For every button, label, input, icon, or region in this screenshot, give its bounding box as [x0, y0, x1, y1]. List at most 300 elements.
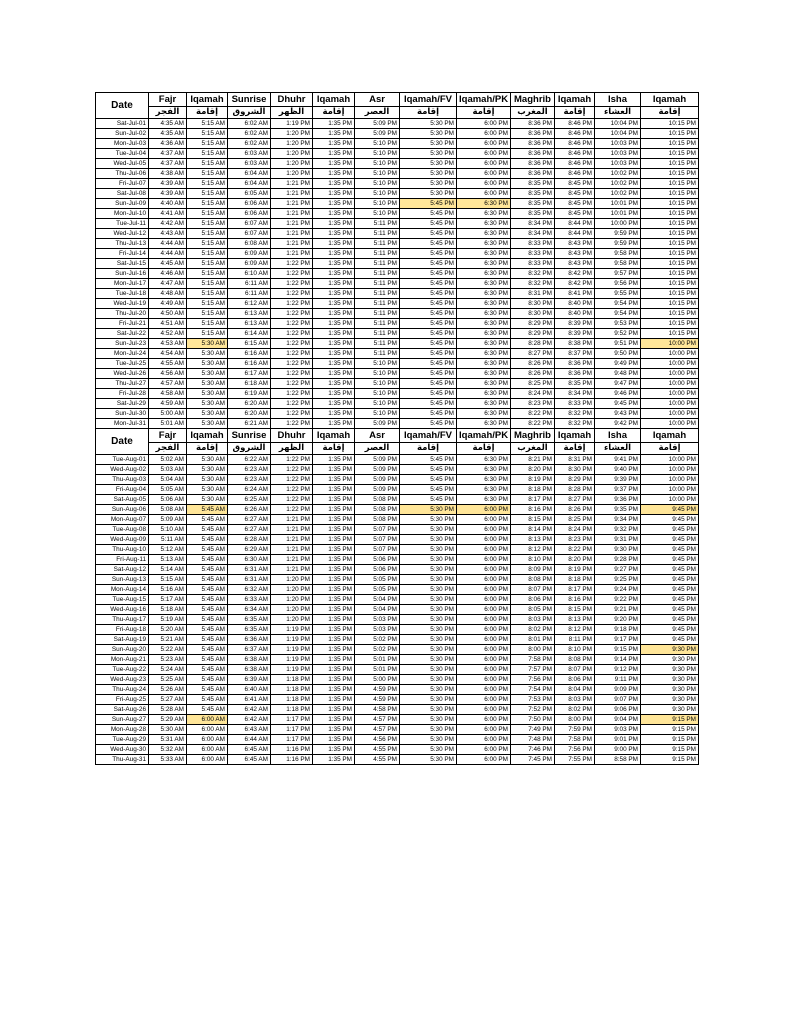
time-cell: 9:15 PM — [595, 645, 641, 655]
time-cell: 6:30 PM — [457, 455, 511, 465]
column-header-arabic: العصر — [355, 443, 400, 455]
time-cell: 10:15 PM — [641, 309, 699, 319]
time-cell: 9:45 PM — [641, 525, 699, 535]
time-cell: 9:45 PM — [641, 585, 699, 595]
time-cell: 6:28 AM — [228, 535, 271, 545]
time-cell: 5:30 PM — [400, 545, 457, 555]
time-cell: 8:30 PM — [555, 465, 595, 475]
time-cell: 6:20 AM — [228, 399, 271, 409]
time-cell: 6:23 AM — [228, 475, 271, 485]
date-cell: Sat-Aug-05 — [96, 495, 149, 505]
time-cell: 1:22 PM — [271, 269, 313, 279]
time-cell: 4:55 AM — [149, 359, 187, 369]
table-row — [96, 665, 699, 675]
time-cell: 1:35 PM — [313, 299, 355, 309]
time-cell: 5:15 AM — [187, 129, 228, 139]
time-cell: 5:45 PM — [400, 249, 457, 259]
time-cell: 1:22 PM — [271, 369, 313, 379]
table-row — [96, 359, 699, 369]
time-cell: 6:30 PM — [457, 289, 511, 299]
time-cell: 8:19 PM — [555, 565, 595, 575]
time-cell: 9:41 PM — [595, 455, 641, 465]
time-cell: 8:14 PM — [511, 525, 555, 535]
time-cell: 4:48 AM — [149, 289, 187, 299]
table-row — [96, 575, 699, 585]
time-cell: 9:49 PM — [595, 359, 641, 369]
time-cell: 8:44 PM — [555, 219, 595, 229]
time-cell: 5:30 AM — [187, 399, 228, 409]
date-cell: Sat-Aug-19 — [96, 635, 149, 645]
time-cell: 5:30 PM — [400, 675, 457, 685]
time-cell: 1:35 PM — [313, 149, 355, 159]
table-row — [96, 389, 699, 399]
date-cell: Sun-Aug-27 — [96, 715, 149, 725]
table-row — [96, 179, 699, 189]
time-cell: 8:32 PM — [511, 269, 555, 279]
time-cell: 1:20 PM — [271, 129, 313, 139]
time-cell: 10:00 PM — [641, 485, 699, 495]
time-cell: 1:35 PM — [313, 219, 355, 229]
time-cell: 10:15 PM — [641, 159, 699, 169]
time-cell: 9:30 PM — [641, 655, 699, 665]
time-cell: 1:19 PM — [271, 645, 313, 655]
time-cell: 1:35 PM — [313, 309, 355, 319]
time-cell: 1:17 PM — [271, 725, 313, 735]
time-cell: 7:55 PM — [555, 755, 595, 765]
time-cell: 5:15 AM — [149, 575, 187, 585]
time-cell: 5:15 AM — [187, 209, 228, 219]
time-cell: 5:14 AM — [149, 565, 187, 575]
time-cell: 5:45 PM — [400, 229, 457, 239]
time-cell: 5:02 PM — [355, 645, 400, 655]
time-cell: 5:45 PM — [400, 279, 457, 289]
date-cell: Sun-Aug-13 — [96, 575, 149, 585]
column-header-arabic: إقامة — [457, 443, 511, 455]
time-cell: 6:32 AM — [228, 585, 271, 595]
time-cell: 6:00 AM — [187, 725, 228, 735]
time-cell: 8:11 PM — [555, 635, 595, 645]
time-cell: 8:39 PM — [555, 329, 595, 339]
date-cell: Mon-Jul-10 — [96, 209, 149, 219]
column-header: Iqamah — [555, 429, 595, 443]
time-cell: 1:35 PM — [313, 645, 355, 655]
time-cell: 6:45 AM — [228, 745, 271, 755]
time-cell: 8:46 PM — [555, 149, 595, 159]
time-cell: 5:30 PM — [400, 575, 457, 585]
time-cell: 5:15 AM — [187, 239, 228, 249]
column-header: Asr — [355, 93, 400, 107]
time-cell: 5:30 PM — [400, 129, 457, 139]
time-cell: 8:30 PM — [511, 299, 555, 309]
column-header: Fajr — [149, 93, 187, 107]
time-cell: 6:19 AM — [228, 389, 271, 399]
date-cell: Wed-Jul-12 — [96, 229, 149, 239]
table-row — [96, 329, 699, 339]
time-cell: 4:35 AM — [149, 129, 187, 139]
time-cell: 1:35 PM — [313, 505, 355, 515]
time-cell: 9:03 PM — [595, 725, 641, 735]
time-cell: 8:22 PM — [511, 419, 555, 429]
time-cell: 8:09 PM — [511, 565, 555, 575]
time-cell: 6:30 PM — [457, 239, 511, 249]
time-cell: 5:10 PM — [355, 389, 400, 399]
table-row — [96, 485, 699, 495]
time-cell: 6:00 PM — [457, 715, 511, 725]
time-cell: 10:15 PM — [641, 209, 699, 219]
time-cell: 5:09 PM — [355, 465, 400, 475]
time-cell: 1:22 PM — [271, 409, 313, 419]
time-cell: 1:16 PM — [271, 745, 313, 755]
time-cell: 5:16 AM — [149, 585, 187, 595]
table-row — [96, 159, 699, 169]
column-header-arabic: الفجر — [149, 443, 187, 455]
time-cell: 5:30 AM — [187, 465, 228, 475]
time-cell: 6:00 PM — [457, 189, 511, 199]
time-cell-highlighted: 9:45 PM — [641, 505, 699, 515]
date-cell: Sun-Aug-06 — [96, 505, 149, 515]
time-cell: 5:45 PM — [400, 455, 457, 465]
date-cell: Mon-Aug-28 — [96, 725, 149, 735]
time-cell: 8:35 PM — [511, 199, 555, 209]
time-cell: 5:15 AM — [187, 229, 228, 239]
table-row — [96, 645, 699, 655]
time-cell: 4:56 PM — [355, 735, 400, 745]
time-cell: 6:11 AM — [228, 289, 271, 299]
column-header-arabic: الشروق — [228, 107, 271, 119]
time-cell: 8:22 PM — [511, 409, 555, 419]
time-cell: 6:05 AM — [228, 189, 271, 199]
time-cell: 4:50 AM — [149, 309, 187, 319]
time-cell: 5:01 PM — [355, 665, 400, 675]
time-cell: 5:30 PM — [400, 735, 457, 745]
time-cell: 1:19 PM — [271, 665, 313, 675]
time-cell: 6:00 PM — [457, 685, 511, 695]
column-header: Iqamah — [555, 93, 595, 107]
time-cell: 5:01 PM — [355, 655, 400, 665]
column-header: Iqamah — [641, 429, 699, 443]
time-cell: 8:03 PM — [555, 695, 595, 705]
time-cell: 1:18 PM — [271, 675, 313, 685]
time-cell: 8:32 PM — [555, 409, 595, 419]
time-cell: 5:30 PM — [400, 535, 457, 545]
time-cell: 9:30 PM — [595, 545, 641, 555]
time-cell: 9:21 PM — [595, 605, 641, 615]
time-cell: 1:35 PM — [313, 279, 355, 289]
time-cell: 6:08 AM — [228, 239, 271, 249]
time-cell: 8:13 PM — [511, 535, 555, 545]
date-cell: Fri-Jul-07 — [96, 179, 149, 189]
date-cell: Sun-Jul-09 — [96, 199, 149, 209]
time-cell: 5:15 AM — [187, 149, 228, 159]
time-cell: 6:00 PM — [457, 139, 511, 149]
time-cell: 4:59 AM — [149, 399, 187, 409]
time-cell: 9:56 PM — [595, 279, 641, 289]
time-cell: 5:45 AM — [187, 605, 228, 615]
time-cell: 8:46 PM — [555, 139, 595, 149]
time-cell: 4:55 PM — [355, 745, 400, 755]
time-cell: 5:01 AM — [149, 419, 187, 429]
time-cell: 9:09 PM — [595, 685, 641, 695]
time-cell: 5:30 AM — [187, 475, 228, 485]
time-cell: 8:15 PM — [555, 605, 595, 615]
time-cell: 1:35 PM — [313, 515, 355, 525]
time-cell: 6:00 PM — [457, 119, 511, 129]
time-cell: 10:04 PM — [595, 129, 641, 139]
table-row — [96, 319, 699, 329]
time-cell: 9:43 PM — [595, 409, 641, 419]
date-cell: Tue-Jul-11 — [96, 219, 149, 229]
time-cell: 10:15 PM — [641, 319, 699, 329]
time-cell: 9:46 PM — [595, 389, 641, 399]
table-row — [96, 279, 699, 289]
time-cell: 9:45 PM — [641, 635, 699, 645]
table-row — [96, 455, 699, 465]
time-cell: 4:45 AM — [149, 259, 187, 269]
time-cell: 8:02 PM — [511, 625, 555, 635]
time-cell: 6:39 AM — [228, 675, 271, 685]
time-cell: 5:45 PM — [400, 369, 457, 379]
table-row — [96, 745, 699, 755]
time-cell: 5:30 PM — [400, 515, 457, 525]
time-cell: 6:30 PM — [457, 259, 511, 269]
table-row — [96, 715, 699, 725]
time-cell: 1:35 PM — [313, 119, 355, 129]
time-cell: 6:36 AM — [228, 635, 271, 645]
time-cell: 9:45 PM — [595, 399, 641, 409]
time-cell: 8:35 PM — [511, 209, 555, 219]
column-header: Iqamah — [313, 93, 355, 107]
time-cell: 10:01 PM — [595, 199, 641, 209]
time-cell: 5:45 PM — [400, 475, 457, 485]
time-cell: 1:22 PM — [271, 319, 313, 329]
time-cell: 6:00 PM — [457, 179, 511, 189]
time-cell: 5:30 PM — [400, 725, 457, 735]
time-cell: 4:58 AM — [149, 389, 187, 399]
time-cell: 9:54 PM — [595, 299, 641, 309]
time-cell: 1:22 PM — [271, 465, 313, 475]
table-row — [96, 339, 699, 349]
date-cell: Wed-Aug-09 — [96, 535, 149, 545]
time-cell: 1:35 PM — [313, 465, 355, 475]
time-cell: 5:45 PM — [400, 495, 457, 505]
time-cell: 1:35 PM — [313, 349, 355, 359]
time-cell: 6:16 AM — [228, 359, 271, 369]
table-row — [96, 655, 699, 665]
header-row-arabic — [96, 107, 699, 119]
time-cell: 6:12 AM — [228, 299, 271, 309]
table-row — [96, 229, 699, 239]
time-cell: 5:21 AM — [149, 635, 187, 645]
time-cell: 6:30 PM — [457, 349, 511, 359]
time-cell: 9:59 PM — [595, 239, 641, 249]
time-cell: 6:30 PM — [457, 389, 511, 399]
time-cell: 5:30 PM — [400, 685, 457, 695]
date-cell: Fri-Jul-21 — [96, 319, 149, 329]
time-cell: 1:22 PM — [271, 389, 313, 399]
time-cell: 10:15 PM — [641, 199, 699, 209]
time-cell: 5:30 PM — [400, 119, 457, 129]
time-cell: 10:00 PM — [641, 495, 699, 505]
time-cell: 5:07 PM — [355, 525, 400, 535]
time-cell: 9:45 PM — [641, 565, 699, 575]
time-cell: 8:07 PM — [555, 665, 595, 675]
table-row — [96, 535, 699, 545]
time-cell: 6:30 PM — [457, 219, 511, 229]
time-cell: 6:00 PM — [457, 735, 511, 745]
time-cell: 6:30 PM — [457, 409, 511, 419]
time-cell: 1:35 PM — [313, 339, 355, 349]
time-cell: 5:07 PM — [355, 535, 400, 545]
time-cell: 5:11 PM — [355, 219, 400, 229]
time-cell: 8:45 PM — [555, 179, 595, 189]
time-cell: 9:45 PM — [641, 625, 699, 635]
time-cell: 5:45 PM — [400, 379, 457, 389]
time-cell: 1:35 PM — [313, 359, 355, 369]
time-cell: 1:21 PM — [271, 555, 313, 565]
time-cell: 10:02 PM — [595, 189, 641, 199]
time-cell: 4:44 AM — [149, 249, 187, 259]
time-cell: 5:45 PM — [400, 465, 457, 475]
table-row — [96, 209, 699, 219]
time-cell: 5:45 PM — [400, 259, 457, 269]
time-cell: 8:01 PM — [511, 635, 555, 645]
time-cell: 5:45 AM — [187, 635, 228, 645]
date-cell: Tue-Jul-25 — [96, 359, 149, 369]
time-cell: 1:35 PM — [313, 419, 355, 429]
time-cell: 10:00 PM — [641, 465, 699, 475]
time-cell: 6:43 AM — [228, 725, 271, 735]
time-cell: 6:00 PM — [457, 605, 511, 615]
time-cell: 6:11 AM — [228, 279, 271, 289]
time-cell: 4:57 AM — [149, 379, 187, 389]
table-row — [96, 595, 699, 605]
time-cell: 4:58 PM — [355, 705, 400, 715]
time-cell: 5:45 PM — [400, 219, 457, 229]
time-cell: 1:35 PM — [313, 695, 355, 705]
table-row — [96, 685, 699, 695]
time-cell: 1:35 PM — [313, 495, 355, 505]
date-cell: Mon-Jul-03 — [96, 139, 149, 149]
time-cell: 10:15 PM — [641, 239, 699, 249]
date-cell: Mon-Aug-21 — [96, 655, 149, 665]
time-cell: 6:41 AM — [228, 695, 271, 705]
time-cell: 8:29 PM — [511, 329, 555, 339]
time-cell: 5:10 PM — [355, 359, 400, 369]
table-row — [96, 289, 699, 299]
time-cell: 1:22 PM — [271, 299, 313, 309]
time-cell: 9:14 PM — [595, 655, 641, 665]
time-cell: 10:00 PM — [641, 419, 699, 429]
time-cell: 1:19 PM — [271, 635, 313, 645]
time-cell: 5:15 AM — [187, 219, 228, 229]
time-cell: 10:15 PM — [641, 179, 699, 189]
time-cell: 10:15 PM — [641, 219, 699, 229]
time-cell: 10:00 PM — [641, 369, 699, 379]
time-cell: 8:27 PM — [555, 495, 595, 505]
time-cell: 8:34 PM — [511, 219, 555, 229]
time-cell: 8:04 PM — [555, 685, 595, 695]
date-cell: Sat-Aug-26 — [96, 705, 149, 715]
column-header: Maghrib — [511, 429, 555, 443]
time-cell: 9:39 PM — [595, 475, 641, 485]
time-cell: 8:36 PM — [511, 139, 555, 149]
time-cell: 6:45 AM — [228, 755, 271, 765]
time-cell: 5:45 PM — [400, 329, 457, 339]
time-cell: 1:19 PM — [271, 119, 313, 129]
time-cell: 4:39 AM — [149, 189, 187, 199]
time-cell: 5:06 AM — [149, 495, 187, 505]
header-row-arabic — [96, 443, 699, 455]
column-header-arabic: الظهر — [271, 443, 313, 455]
time-cell: 9:37 PM — [595, 485, 641, 495]
date-cell: Wed-Aug-23 — [96, 675, 149, 685]
time-cell: 8:30 PM — [511, 309, 555, 319]
time-cell: 8:32 PM — [511, 279, 555, 289]
time-cell: 6:29 AM — [228, 545, 271, 555]
time-cell: 6:03 AM — [228, 149, 271, 159]
column-header-arabic: إقامة — [400, 107, 457, 119]
time-cell: 5:45 AM — [187, 685, 228, 695]
time-cell: 6:31 AM — [228, 565, 271, 575]
time-cell: 5:10 PM — [355, 199, 400, 209]
time-cell: 9:30 PM — [641, 675, 699, 685]
time-cell: 7:46 PM — [511, 745, 555, 755]
time-cell: 5:30 AM — [187, 495, 228, 505]
time-cell: 8:38 PM — [555, 339, 595, 349]
table-row — [96, 555, 699, 565]
time-cell: 9:00 PM — [595, 745, 641, 755]
time-cell: 5:08 AM — [149, 505, 187, 515]
time-cell: 5:30 AM — [187, 409, 228, 419]
time-cell: 1:35 PM — [313, 389, 355, 399]
time-cell: 5:45 AM — [187, 705, 228, 715]
time-cell: 1:35 PM — [313, 369, 355, 379]
time-cell: 6:26 AM — [228, 505, 271, 515]
time-cell: 8:33 PM — [555, 399, 595, 409]
date-cell: Sat-Jul-15 — [96, 259, 149, 269]
column-header: Dhuhr — [271, 429, 313, 443]
time-cell: 6:30 PM — [457, 399, 511, 409]
time-cell: 5:20 AM — [149, 625, 187, 635]
time-cell: 6:06 AM — [228, 209, 271, 219]
time-cell: 6:30 PM — [457, 369, 511, 379]
time-cell: 6:30 PM — [457, 485, 511, 495]
time-cell: 6:04 AM — [228, 179, 271, 189]
time-cell: 5:30 AM — [187, 419, 228, 429]
table-row — [96, 219, 699, 229]
time-cell: 5:11 PM — [355, 239, 400, 249]
time-cell: 6:30 PM — [457, 465, 511, 475]
time-cell: 5:10 PM — [355, 399, 400, 409]
time-cell: 1:20 PM — [271, 575, 313, 585]
time-cell: 6:00 PM — [457, 725, 511, 735]
table-row — [96, 465, 699, 475]
time-cell: 7:50 PM — [511, 715, 555, 725]
table-row — [96, 725, 699, 735]
date-cell: Fri-Jul-28 — [96, 389, 149, 399]
time-cell: 5:30 PM — [400, 149, 457, 159]
time-cell: 5:30 PM — [400, 625, 457, 635]
time-cell: 9:55 PM — [595, 289, 641, 299]
time-cell: 6:38 AM — [228, 655, 271, 665]
time-cell-highlighted: 5:30 PM — [400, 505, 457, 515]
time-cell: 5:45 PM — [400, 359, 457, 369]
time-cell: 4:52 AM — [149, 329, 187, 339]
time-cell: 6:10 AM — [228, 269, 271, 279]
time-cell: 5:45 PM — [400, 399, 457, 409]
time-cell-highlighted: 6:00 PM — [457, 505, 511, 515]
time-cell: 6:16 AM — [228, 349, 271, 359]
